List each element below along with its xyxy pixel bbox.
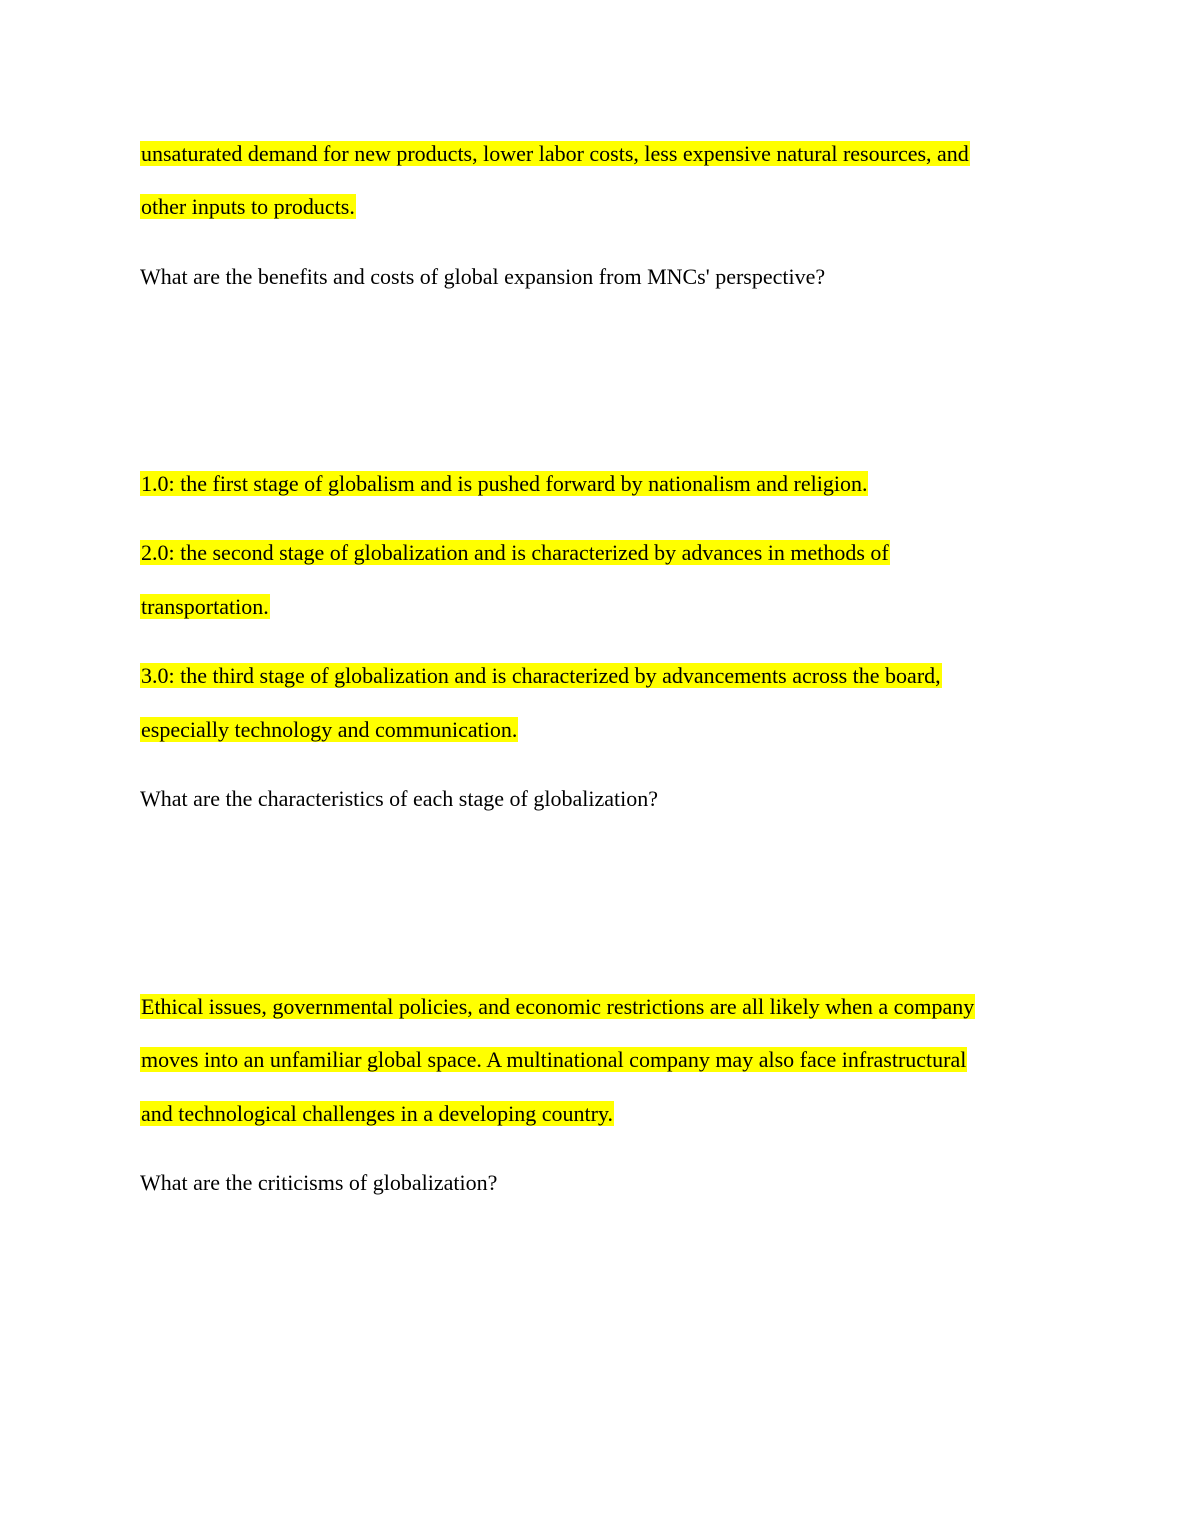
- answer-paragraph-line: [140, 140, 970, 168]
- answer-paragraph-line: [140, 1100, 614, 1128]
- stage-2-line: [140, 539, 890, 567]
- stage-2-line: [140, 593, 270, 621]
- highlighted-text: other inputs to products.: [141, 194, 355, 219]
- highlighted-text: transportation.: [141, 594, 269, 619]
- stage-3-line: [140, 716, 518, 744]
- question-stage-characteristics: What are the characteristics of each stage of globalization?: [140, 786, 658, 811]
- answer-paragraph-line: [140, 193, 356, 221]
- stage-1-line: [140, 470, 868, 498]
- highlighted-text: 1.0: the first stage of globalism and is pushed forward by nationalism and religion.: [141, 471, 868, 496]
- stage-3-line: [140, 662, 942, 690]
- highlighted-text: moves into an unfamiliar global space. A multinational company may also face infrastructural: [141, 1047, 967, 1072]
- highlighted-text: Ethical issues, governmental policies, and economic restrictions are all likely when a company: [141, 994, 975, 1019]
- question-criticisms: What are the criticisms of globalization?: [140, 1170, 498, 1195]
- highlighted-text: unsaturated demand for new products, lower labor costs, less expensive natural resources, and: [141, 141, 969, 166]
- highlighted-text: especially technology and communication.: [141, 717, 518, 742]
- question-benefits-costs: What are the benefits and costs of global expansion from MNCs' perspective?: [140, 264, 826, 289]
- highlighted-text: and technological challenges in a developing country.: [141, 1101, 614, 1126]
- highlighted-text: 3.0: the third stage of globalization and is characterized by advancements across the board,: [141, 663, 941, 688]
- answer-paragraph-line: [140, 1046, 967, 1074]
- highlighted-text: 2.0: the second stage of globalization and is characterized by advances in methods of: [141, 540, 889, 565]
- answer-paragraph-line: [140, 993, 975, 1021]
